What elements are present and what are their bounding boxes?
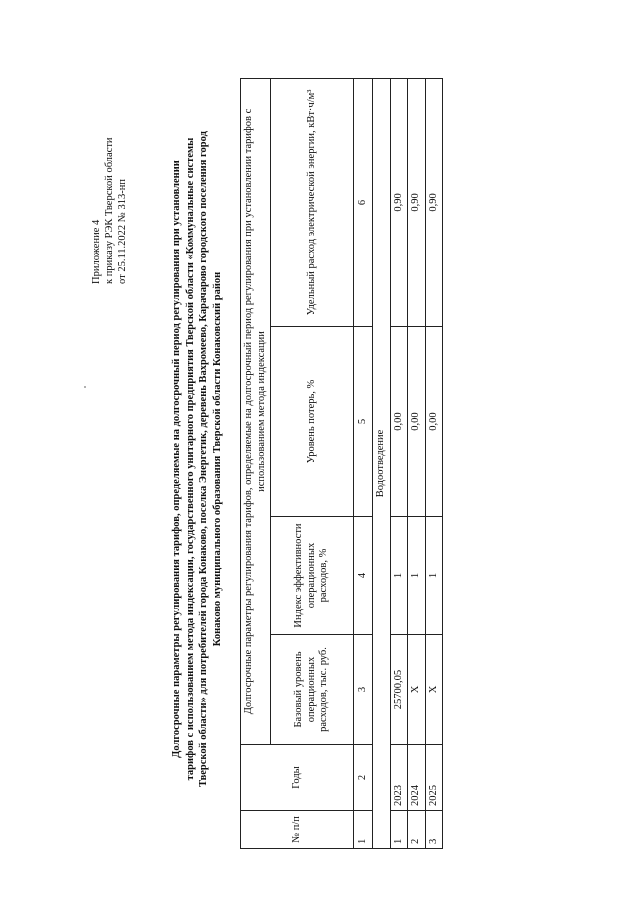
section-row xyxy=(373,78,391,848)
row-base-opex: 25700,05 xyxy=(390,635,408,745)
table-row xyxy=(425,78,443,848)
row-loss-level: 0,00 xyxy=(408,327,426,517)
appendix-line: Приложение 4 xyxy=(91,219,102,284)
header-energy-consumption: Удельный расход электрической энергии, кВт·ч/м³ xyxy=(271,78,354,326)
table-row xyxy=(408,78,426,848)
title-line: Тверской области» для потребителей города Конаково, поселка Энергетик, деревень Вахромеево, Карачарово городского поселения город xyxy=(198,131,209,787)
row-base-opex: X xyxy=(408,635,426,745)
title-line: Долгосрочные параметры регулирования тарифов, определяемые на долгосрочный период регулирования при установлении xyxy=(171,160,182,758)
row-num: 1 xyxy=(390,811,408,849)
numbering-cell: 1 xyxy=(354,811,373,849)
row-year: 2025 xyxy=(425,745,443,811)
row-year: 2024 xyxy=(408,745,426,811)
row-loss-level: 0,00 xyxy=(390,327,408,517)
numbering-cell: 3 xyxy=(354,635,373,745)
header-loss-level: Уровень потерь, % xyxy=(271,327,354,517)
title-line: тарифов с использованием метода индексации, государственного унитарного предприятия Тверской области «Коммунальные системы xyxy=(184,137,196,781)
numbering-row xyxy=(354,78,373,848)
row-energy-consumption: 0,90 xyxy=(408,78,426,326)
row-year: 2023 xyxy=(390,745,408,811)
numbering-cell: 6 xyxy=(354,78,373,326)
scan-speck xyxy=(84,386,86,388)
row-energy-consumption: 0,90 xyxy=(425,78,443,326)
row-efficiency-index: 1 xyxy=(408,517,426,635)
row-energy-consumption: 0,90 xyxy=(390,78,408,326)
numbering-cell: 5 xyxy=(354,327,373,517)
row-num: 2 xyxy=(408,811,426,849)
section-label: Водоотведение xyxy=(373,78,391,848)
header-efficiency-index: Индекс эффективности операционных расходов, % xyxy=(271,517,354,635)
parameters-table xyxy=(240,78,443,849)
numbering-cell: 2 xyxy=(354,745,373,811)
header-years: Годы xyxy=(241,745,354,811)
numbering-cell: 4 xyxy=(354,517,373,635)
row-efficiency-index: 1 xyxy=(390,517,408,635)
row-loss-level: 0,00 xyxy=(425,327,443,517)
appendix-block xyxy=(90,54,129,284)
table-row xyxy=(390,78,408,848)
document-title xyxy=(170,34,224,884)
order-line: к приказу РЭК Тверской области xyxy=(104,137,115,284)
title-line: Конаково муниципального образования Тверской области Конаковский район xyxy=(211,271,223,647)
row-efficiency-index: 1 xyxy=(425,517,443,635)
header-num: № п/п xyxy=(241,811,354,849)
row-num: 3 xyxy=(425,811,443,849)
order-date-line: от 25.11.2022 № 313-нп xyxy=(117,179,128,284)
row-base-opex: X xyxy=(425,635,443,745)
header-group: Долгосрочные параметры регулирования тарифов, определяемые на долгосрочный период регулирования при установлении тарифов с использованием метода индексации xyxy=(241,78,271,744)
header-base-opex: Базовый уровень операционных расходов, тыс. руб. xyxy=(271,635,354,745)
